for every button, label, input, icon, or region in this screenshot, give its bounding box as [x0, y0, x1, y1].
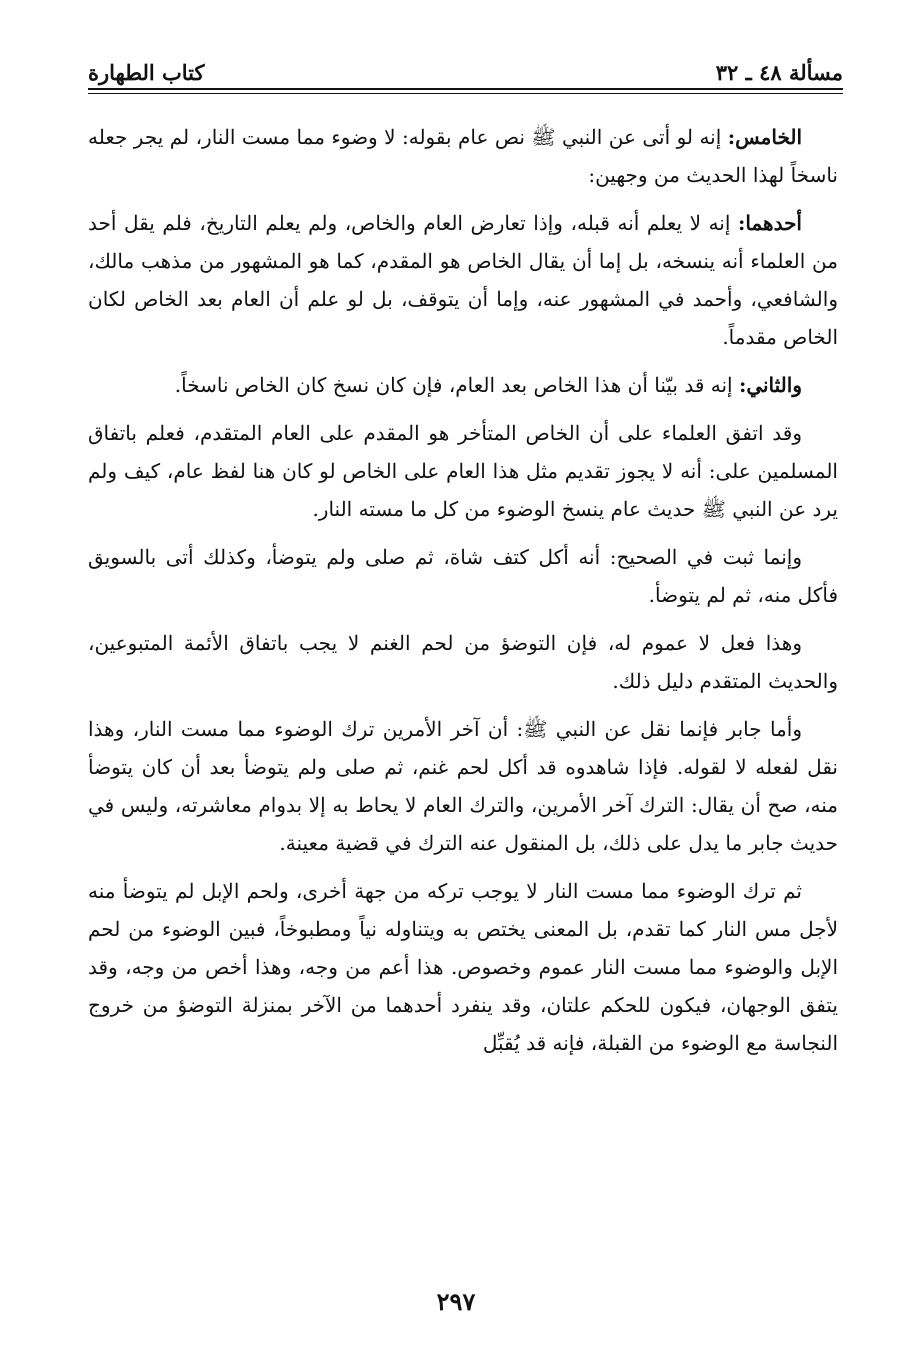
- paragraph: [88, 538, 838, 614]
- paragraph-text: وأما جابر فإنما نقل عن النبي ﷺ: أن آخر الأمرين ترك الوضوء مما مست النار، وهذا نقل لفعله لا لقوله. فإذا شاهدوه قد أكل لحم غنم، ثم صلى ولم يتوضأ بعد أن كان يتوضأ منه، صح أن يقال: الترك آخر الأمرين، والترك العام لا يحاط به إلا بدوام معاشرته، وليس في حديث جابر ما يدل على ذلك، بل المنقول عنه الترك في قضية معينة.: [88, 717, 838, 855]
- paragraph: [88, 624, 838, 700]
- paragraph: [88, 118, 838, 194]
- paragraph-text: وقد اتفق العلماء على أن الخاص المتأخر هو المقدم على العام المتقدم، فعلم باتفاق المسلمين على: أنه لا يجوز تقديم مثل هذا العام على الخاص لو كان هنا لفظ عام، كيف ولم يرد عن النبي ﷺ حديث عام ينسخ الوضوء من كل ما مسته النار.: [88, 421, 838, 521]
- header-rule-thin: [88, 93, 843, 94]
- paragraph: [88, 366, 838, 404]
- paragraph-text: إنه لا يعلم أنه قبله، وإذا تعارض العام والخاص، ولم يعلم التاريخ، فلم يقل أحد من العلماء أنه ينسخه، بل إما أن يقال الخاص هو المقدم، كما هو المشهور من مذهب مالك، والشافعي، وأحمد في المشهور عنه، وإما أن يتوقف، بل لو علم أن العام بعد الخاص لكان الخاص مقدماً.: [88, 211, 838, 349]
- paragraph-text: إنه لو أتى عن النبي ﷺ نص عام بقوله: لا وضوء مما مست النار، لم يجر جعله ناسخاً لهذا الحديث من وجهين:: [88, 125, 838, 187]
- paragraph-text: وإنما ثبت في الصحيح: أنه أكل كتف شاة، ثم صلى ولم يتوضأ، وكذلك أتى بالسويق فأكل منه، ثم لم يتوضأ.: [88, 545, 838, 607]
- paragraph: [88, 710, 838, 862]
- paragraph: [88, 414, 838, 528]
- paragraph-lead: الخامس:: [727, 125, 802, 149]
- book-title: كتاب الطهارة: [88, 60, 205, 85]
- paragraph-lead: والثاني:: [738, 373, 802, 397]
- paragraph: [88, 872, 838, 1062]
- page-body: [88, 118, 838, 1072]
- page-number: ٢٩٧: [436, 1287, 476, 1316]
- paragraph-lead: أحدهما:: [737, 211, 802, 235]
- paragraph-text: وهذا فعل لا عموم له، فإن التوضؤ من لحم الغنم لا يجب باتفاق الأئمة المتبوعين، والحديث المتقدم دليل ذلك.: [88, 631, 838, 693]
- paragraph-text: إنه قد بيّنا أن هذا الخاص بعد العام، فإن كان نسخ كان الخاص ناسخاً.: [174, 373, 739, 397]
- issue-number-title: مسألة ٤٨ ـ ٣٢: [715, 60, 843, 85]
- paragraph: [88, 204, 838, 356]
- page-header: [88, 52, 843, 92]
- header-rule: [88, 88, 843, 90]
- paragraph-text: ثم ترك الوضوء مما مست النار لا يوجب تركه من جهة أخرى، ولحم الإبل لم يتوضأ منه لأجل مس النار كما تقدم، بل المعنى يختص به ويتناوله نياً ومطبوخاً، فبين الوضوء من لحم الإبل والوضوء مما مست النار عموم وخصوص. هذا أعم من وجه، وهذا أخص من وجه، وقد يتفق الوجهان، فيكون للحكم علتان، وقد ينفرد أحدهما من الآخر بمنزلة التوضؤ من خروج النجاسة مع الوضوء من القبلة، فإنه قد يُقبِّل: [88, 879, 838, 1055]
